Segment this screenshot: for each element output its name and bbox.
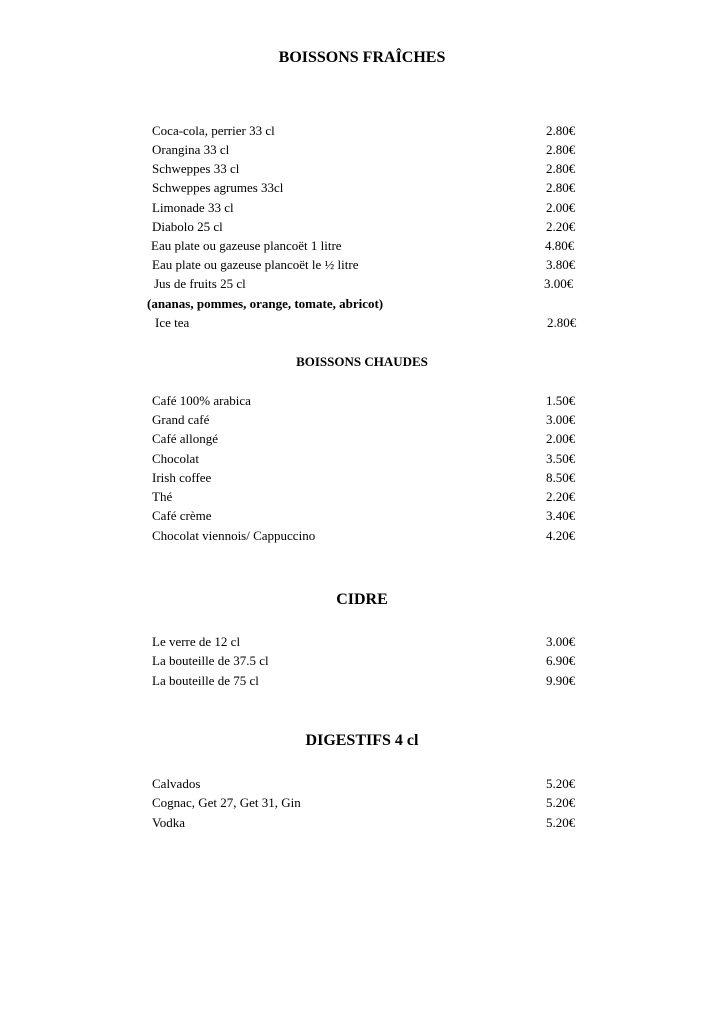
item-name: Le verre de 12 cl bbox=[152, 634, 241, 649]
item-price: 1.50€ bbox=[546, 393, 576, 408]
item-price: 3.40€ bbox=[546, 508, 576, 523]
item-name: Orangina 33 cl bbox=[152, 142, 230, 157]
item-price: 2.80€ bbox=[546, 142, 576, 157]
item-price: 2.80€ bbox=[546, 161, 576, 176]
item-price: 8.50€ bbox=[546, 470, 576, 485]
item-name: Café crème bbox=[152, 508, 212, 523]
item-name: Calvados bbox=[152, 776, 201, 791]
item-price: 2.20€ bbox=[546, 489, 576, 504]
item-price: 3.50€ bbox=[546, 451, 576, 466]
item-name: Chocolat bbox=[152, 451, 199, 466]
fruit-juice-note: (ananas, pommes, orange, tomate, abricot) bbox=[147, 296, 384, 311]
item-name: Vodka bbox=[152, 815, 185, 830]
item-name: Limonade 33 cl bbox=[152, 200, 234, 215]
item-price: 2.80€ bbox=[546, 123, 576, 138]
item-price: 5.20€ bbox=[546, 795, 576, 810]
item-name: La bouteille de 75 cl bbox=[152, 673, 259, 688]
item-price: 3.00€ bbox=[546, 634, 576, 649]
item-name: Café allongé bbox=[152, 431, 219, 446]
item-name: Schweppes agrumes 33cl bbox=[152, 180, 284, 195]
item-name: Irish coffee bbox=[152, 470, 212, 485]
item-price: 4.20€ bbox=[546, 528, 576, 543]
item-price: 3.80€ bbox=[546, 257, 576, 272]
item-name: Eau plate ou gazeuse plancoët 1 litre bbox=[151, 238, 342, 253]
item-name: Eau plate ou gazeuse plancoët le ½ litre bbox=[152, 257, 359, 272]
item-price: 2.00€ bbox=[546, 200, 576, 215]
item-price: 4.80€ bbox=[545, 238, 575, 253]
item-name: Ice tea bbox=[155, 315, 190, 330]
item-price: 2.20€ bbox=[546, 219, 576, 234]
item-name: La bouteille de 37.5 cl bbox=[152, 653, 269, 668]
section-title-digestifs: DIGESTIFS 4 cl bbox=[305, 732, 419, 749]
item-name: Chocolat viennois/ Cappuccino bbox=[152, 528, 316, 543]
item-price: 6.90€ bbox=[546, 653, 576, 668]
item-price: 3.00€ bbox=[544, 276, 574, 291]
item-name: Schweppes 33 cl bbox=[152, 161, 240, 176]
item-price: 5.20€ bbox=[546, 776, 576, 791]
item-price: 9.90€ bbox=[546, 673, 576, 688]
item-price: 3.00€ bbox=[546, 412, 576, 427]
item-name: Diabolo 25 cl bbox=[152, 219, 223, 234]
item-price: 5.20€ bbox=[546, 815, 576, 830]
item-price: 2.80€ bbox=[546, 180, 576, 195]
item-name: Café 100% arabica bbox=[152, 393, 251, 408]
section-title-cidre: CIDRE bbox=[336, 591, 388, 608]
section-title-boissons-chaudes: BOISSONS CHAUDES bbox=[296, 354, 428, 369]
item-name: Jus de fruits 25 cl bbox=[154, 276, 246, 291]
item-price: 2.80€ bbox=[547, 315, 577, 330]
item-name: Cognac, Get 27, Get 31, Gin bbox=[152, 795, 301, 810]
section-title-boissons-fraiches: BOISSONS FRAÎCHES bbox=[278, 49, 446, 66]
item-name: Grand café bbox=[152, 412, 210, 427]
item-name: Thé bbox=[152, 489, 173, 504]
item-name: Coca-cola, perrier 33 cl bbox=[152, 123, 275, 138]
item-price: 2.00€ bbox=[546, 431, 576, 446]
